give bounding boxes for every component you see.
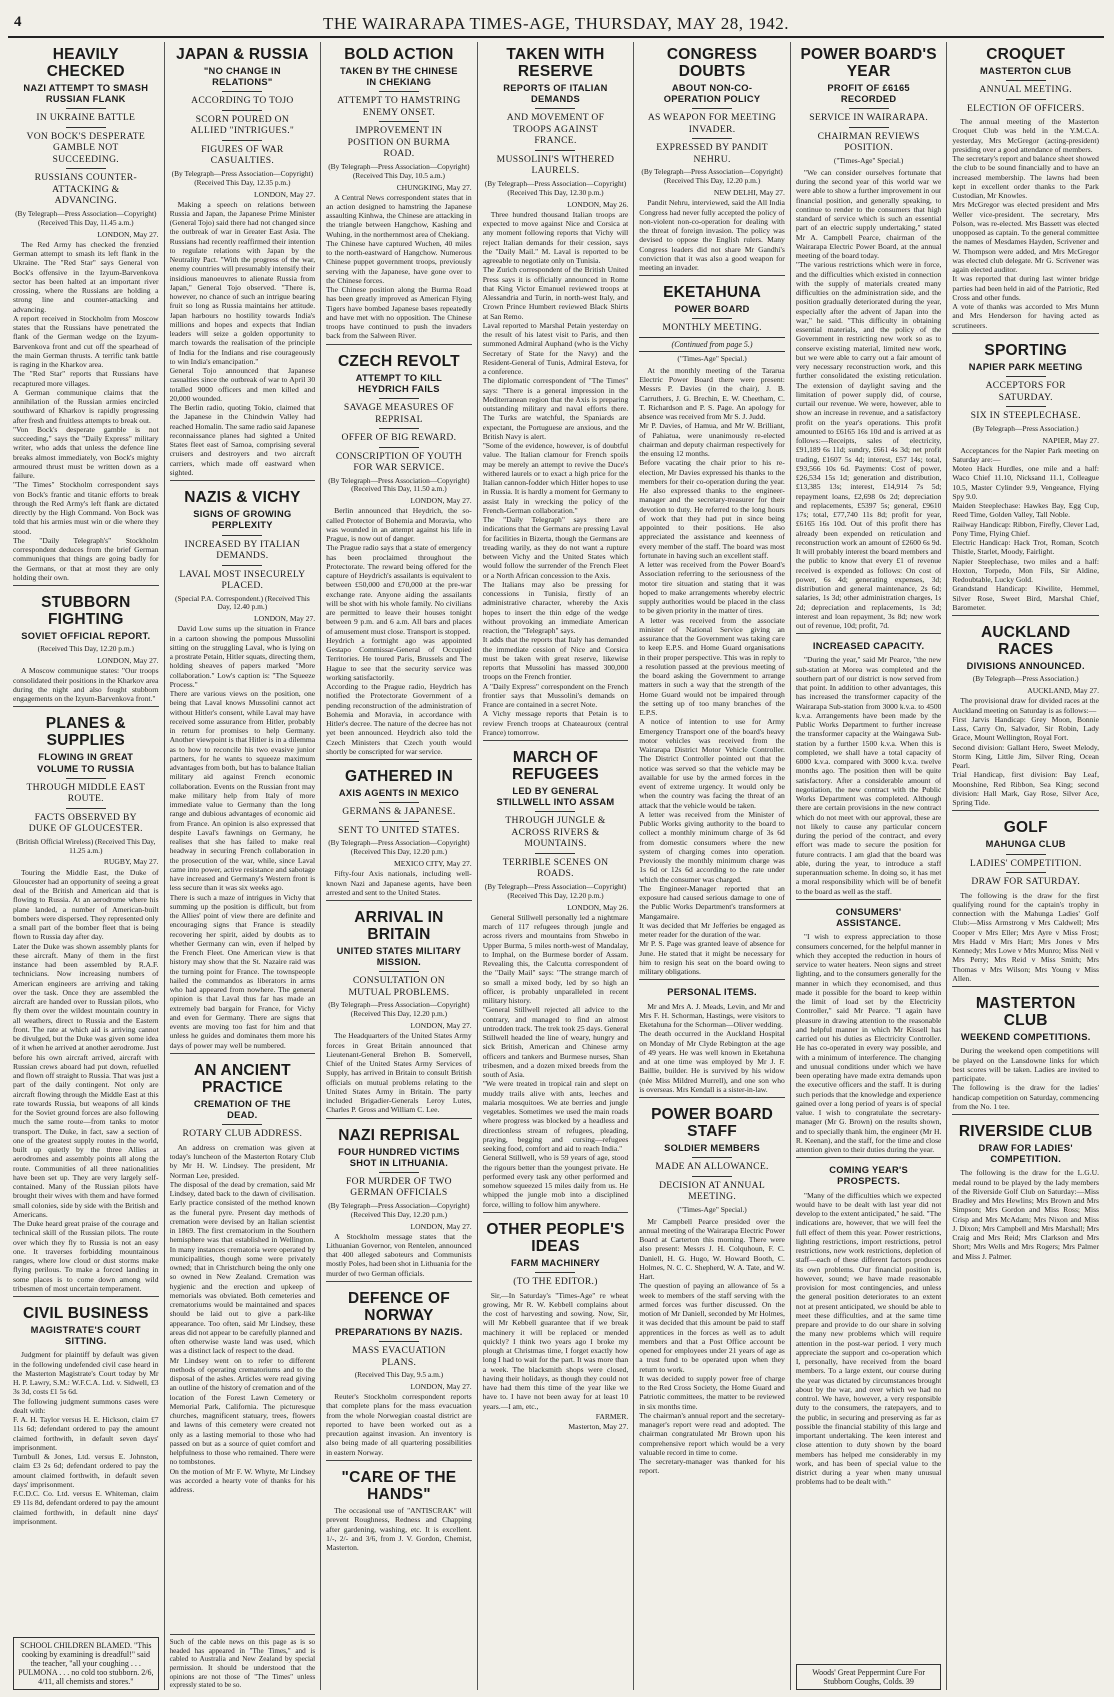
article-subheading: DECISION AT ANNUAL MEETING. xyxy=(659,1179,766,1203)
divider xyxy=(379,91,419,92)
article-subheading: SERVICE IN WAIRARAPA. xyxy=(809,112,929,124)
divider xyxy=(535,108,575,109)
article-subheading: CONSUMERS' ASSISTANCE. xyxy=(835,906,902,929)
article-headline: CZECH REVOLT xyxy=(338,352,460,370)
divider xyxy=(692,138,732,139)
article-body: Berlin announced that Heydrich, the so-called Protector of Bohemia and Moravia, who was wounded in an attempt against his life in Prague, is now out of danger. The Prague radio says that a state of emergency has been proclaimed throughout the Protectorate. The reward being offered for the capture of Heydrich's assailants is equivalent to between £50,000 and £70,000 at the pre-war exchange rate. Anyone aiding the assailants will be shot with his whole family. No civilians are permitted to leave their houses tonight between 9 p.m. and 6 a.m. All bars and places of amusement must close. Transport is stopped. Heydrich a fortnight ago was appointed Gestapo Commissar-General of Occupied Territories. He toured Paris, Brussels and The Hague to see that the security service was working satisfactorily. According to the Prague radio, Heydrich has notified the Protectorate Government of a pending reconstruction of the administration of Bohemia and Moravia, in accordance with Hitler's decree. The nature of the decree has not yet been announced. Heydrich also told the Czech Ministers that Czech youth would shortly be conscripted for war service. xyxy=(326,506,472,756)
divider xyxy=(692,1176,732,1177)
article-subheading: ACCORDING TO TOJO xyxy=(191,95,294,107)
article-subheading: GERMANS & JAPANESE. xyxy=(342,806,456,818)
dateline: AUCKLAND, May 27. xyxy=(1027,686,1099,696)
article-subheading: NAZI ATTEMPT TO SMASH RUSSIAN FLANK xyxy=(23,83,149,105)
article-subheading: IN UKRAINE BATTLE xyxy=(36,112,136,124)
press-credit: (By Telegraph—Press Association—Copyright) (Received This Day, 12.20 p.m.) xyxy=(328,838,470,857)
article-headline: AUCKLAND RACES xyxy=(980,624,1071,659)
divider xyxy=(66,168,106,169)
article-subheading: AXIS AGENTS IN MEXICO xyxy=(338,788,459,799)
article-headline: SPORTING xyxy=(984,341,1067,359)
article xyxy=(326,1460,472,1690)
article-body: Mr Campbell Pearce presided over the annual meeting of the Wairarapa Electric Power Board at Carterton this morning. There were also present: Messrs J. H. Colquhoun, F. C. Daniell, H. G. Hugo, W. Howard Booth, C. Holmes, N. C. C. Shepherd, W. A. Tate, and W. Hart. The question of paying an allowance of 5s a week to members of the staff serving with the armed forces was further discussed. On the motion of Mr Daniell, seconded by Mr Holmes, it was decided that this amount be paid to staff apprentices in the forces as well as to adult members and that a Post Office account be opened for employees under 21 years of age as a trust fund to be operated upon when they return to work. It was decided to supply power free of charge to the Red Cross Society, the Home Guard and Patriotic committees, the matter to be reviewed in six months time. The chairman's annual report and the secretary-manager's report were read and adopted. The chairman congratulated Mr Brown upon his comprehensive report which would be a very valuable record in time to come. The secretary-manager was thanked for his report. xyxy=(639,1216,785,1476)
article xyxy=(796,1157,942,1660)
article-subheading: NAPIER PARK MEETING xyxy=(968,362,1083,372)
article-headline: POWER BOARD'S YEAR xyxy=(800,46,937,81)
article-headline: JAPAN & RUSSIA xyxy=(176,46,309,63)
article-body: The occasional use of "ANTISCRAK" will prevent Roughness, Redness and Chapping after gardening, washing, etc. It is excellent. 1/-, 2/- and 3/6, from J. V. Gordon, Chemist, Masterton. xyxy=(326,1506,472,1553)
divider xyxy=(535,1272,575,1273)
article-subheading: ABOUT NON-CO-OPERATION POLICY xyxy=(663,83,761,105)
article xyxy=(639,275,785,976)
article-body: Mr and Mrs A. J. Meads, Levin, and Mr and Mrs F. H. Schorman, Hastings, were visitors to Eketahuna for the Schorman—Oliver wedding. The death occurred in the Auckland Hospital on Monday of Mr Clyde Rebington at the age of 49 years. He was well known in Eketahuna and at one time was employed by Mr J. F. Baillie, builder. He is survived by his widow (née Miss Mildred Murrell), and one son who is overseas. Mrs Kendall is a sister-in-law. xyxy=(639,1001,785,1094)
article-subheading: INCREASED CAPACITY. xyxy=(812,641,925,652)
press-credit: (By Telegraph—Press Association—Copyright) (Received This Day, 12.20 p.m.) xyxy=(484,881,627,900)
divider xyxy=(535,853,575,854)
article-subheading: MONTHLY MEETING. xyxy=(662,322,762,334)
divider xyxy=(379,971,419,972)
divider xyxy=(849,127,889,128)
article xyxy=(796,42,942,630)
article-headline: RIVERSIDE CLUB xyxy=(958,1123,1093,1141)
article-subheading: FACTS OBSERVED BY DUKE OF GLOUCESTER. xyxy=(28,811,143,835)
column-grid xyxy=(8,42,1104,1690)
article-body: At the monthly meeting of the Tararua Electric Power Board there were present: Messrs P. Davies (in the chair), J. B. Carruthers, J. G. Brechin, E. W. Cheetham, C. T. Richardson and P. S. Page. An apology for absence was received from Mr S. J. Judd. Mr P. Davies, of Hamua, and Mr W. Brilliant, of Pahiatua, were unanimously re-elected chairman and deputy chairman respectively for the ensuing 12 months. Before vacating the chair prior to his re-election, Mr Davies expressed his thanks to the members for their co-operation during the year. He also expressed thanks to the engineer-manager and the secretary-treasurer for their devotion to duty. He referred to the long hours of work that they had put in since being appointed to their positions. He also appreciated the assistance and keenness of every member of the staff. The board was most fortunate in having such an excellent staff. A letter was received from the Power Board's Association referring to the seriousness of the motor tire situation and stating that it was hoped to make arrangements whereby electric supply authorities would be placed in the class to be given priority in the matter of tires. A letter was received from the associate minister of National Service giving an assurance that the Government was taking care to keep E.P.S. and Home Guard organisations in their proper perspective. This was in reply to a resolution passed at the previous meeting of the board asking the Government to arrange matters in such a way that the strength of the Home Guard would not be impaired through the setting up of too many branches of the E.P.S. A notice of intention to use for Army Emergency Transport one of the board's heavy motor vehicles was received from the Wairarapa District Motor Vehicle Controller. The District Controller pointed out that the notice was served so that the vehicle may be available for use by the armed forces in the event of extreme urgency. It would only be when the country was facing the threat of an attack that the vehicle would be taken. A letter was received from the Minister of Public Works giving authority to the board to collect a monthly minimum charge of 3s 6d from domestic consumers where the new system of charging comes into operation. Previously the monthly minimum charge was 1s 6d or 12s 6d according to the rate under which the consumer was charged. The Engineer-Manager reported that an exposure had caused serious damage to one of the Public Works Department's transformers at Mangamaire. It was decided that Mr Jefferies be engaged as meter reader for the duration of the war. Mr P. S. Page was granted leave of absence for June. He stated that it might be necessary for him to resign his seat on the board owing to military obligations. xyxy=(639,365,785,977)
article-body: Pandit Nehru, interviewed, said the All India Congress had never fully accepted the policy of non-violent non-co-operation for dealing with the threat of foreign invasion. The policy was devised to oppose the English rulers. Many Congress leaders did not share Mr Gandhi's conviction that it was also a good weapon for meeting an invader. xyxy=(639,198,785,273)
article-subheading: MADE AN ALLOWANCE. xyxy=(655,1161,769,1173)
divider xyxy=(66,778,106,779)
press-credit: (Received This Day, 12.20 p.m.) xyxy=(37,644,134,654)
article-subheading: FOUR HUNDRED VICTIMS SHOT IN LITHUANIA. xyxy=(338,1146,460,1168)
article xyxy=(639,1097,785,1690)
divider xyxy=(66,127,106,128)
divider xyxy=(222,91,262,92)
divider xyxy=(222,565,262,566)
press-credit: (By Telegraph—Press Association—Copyright) (Received This Day, 12.20 p.m.) xyxy=(328,1200,470,1219)
dateline: NAPIER, May 27. xyxy=(1042,435,1099,445)
article-subheading: MASTERTON CLUB xyxy=(980,66,1072,77)
divider xyxy=(1006,80,1046,81)
article xyxy=(639,42,785,272)
article-subheading: IMPROVEMENT IN POSITION ON BURMA ROAD. xyxy=(347,125,451,160)
article xyxy=(952,42,1099,330)
article xyxy=(952,615,1099,807)
article xyxy=(326,900,472,1115)
press-credit: (By Telegraph—Press Association.) xyxy=(972,423,1079,433)
divider xyxy=(1006,872,1046,873)
article-subheading: "NO CHANGE IN RELATIONS" xyxy=(203,66,281,88)
article-headline: STUBBORN FIGHTING xyxy=(41,594,131,629)
article-subheading: CONSULTATION ON MUTUAL PROBLEMS. xyxy=(348,975,450,998)
article-headline: TAKEN WITH RESERVE xyxy=(506,46,605,81)
article xyxy=(483,42,629,737)
dateline: LONDON, May 27. xyxy=(97,229,159,239)
divider xyxy=(379,121,419,122)
article-body: "During the year," said Mr Pearce, "the new sub-station at Morea was completed and the southern part of our district is now served from that point. In addition to other advantages, this has increased the transformer capacity of the Wairarapa Sub-station from 3000 k.v.a. to 4500 k.v.a. Arrangements have been made by the Public Works Department to further increase the transformer capacity at the Waingawa Sub-station by a further 1500 k.v.a. When this is completed, we shall have a total capacity of 6000 k.v.a. compared with 3000 k.v.a. twelve months ago. The position then will be quite satisfactory. After a considerable amount of negotiation, the new contract with the Public Works Department was completed. Although there are certain provisions in the new contract which do not meet with our approval, these are not likely to cause any particular concern during the period of the contract, and every effort was made to secure the position for future contracts. I am glad that the board was able, during the year, to introduce a staff superannuation scheme. In doing so, it has met a moral responsibility which will be of benefit to the board as well as the staff. xyxy=(795,655,942,896)
dateline: LONDON, May 27. xyxy=(410,1021,472,1031)
article-subheading: UNITED STATES MILITARY MISSION. xyxy=(336,946,462,968)
article-body: Making a speech on relations between Russia and Japan, the Japanese Prime Minister (General Tojo) said there had not changed since the outbreak of war in Greater East Asia. The Russians had recently reaffirmed their intention to regulate relations with Japan by the Neutrality Pact. "With the progress of the war, enemy countries will presumably intensify their insidious manoeuvres to alienate Russia from Japan," General Tojo observed. "There is, however, no chance of such an intrigue bearing fruit so long as Russia maintains her attitude. Japan harbours no hostility towards India's millions and hopes and expects that Indian leaders will seize a golden opportunity to march towards the realisation of the principle of India for the Indians and rise courageously to win India's emancipation." General Tojo announced that Japanese casualties since the outbreak of war to April 30 totalled 9000 officers and men killed and 20,000 wounded. The Berlin radio, quoting Tokio, claimed that the Japanese in the Chindwin Valley had reached Homalin. The same radio said Japanese reconnaissance planes had sighted a United States fleet east of Samoa, comprising several cruisers and destroyers and two aircraft carriers, which made off eastward when sighted. xyxy=(169,199,316,477)
dateline: LONDON, May 27. xyxy=(253,189,316,199)
article-subheading: WEEKEND COMPETITIONS. xyxy=(960,1032,1091,1043)
article-subheading: ANNUAL MEETING. xyxy=(979,84,1072,96)
article xyxy=(170,480,316,1050)
article-subheading: SENT TO UNITED STATES. xyxy=(338,824,460,836)
article-subheading: SIGNS OF GROWING PERPLEXITY xyxy=(193,509,292,531)
article-body: Acceptances for the Napier Park meeting on Saturday are:— Moteo Hack Hurdles, one mile and a half: Waco Chief 11.10, Nicksand 11.1, Colleague 10.5, Master Cylinder 9.9, Vengeance, Flying Spy 9.0. Maiden Steeplechase: Hawkes Bay, Egg Cup, Reed Time, Golden Valley, Tall Noble. Railway Handicap: Ribbon, Firefly, Clever Lad, Pony Time, Flying Chief. Electric Handicap: Hack Trot, Roman, Scotch Thistle, Starlet, Moody, Fairlight. Napier Steeplechase, two miles and a half: Hoxton, Torpedo, Mon Fils, Sir Aldine, Redoubtable, Lucky Gold. Grandstand Handicap: Kiwilite, Hemmel, Silver Rose, Sweet Bird, Marshal Chief, Barometer. xyxy=(952,445,1099,612)
article-body: Sir,—In Saturday's "Times-Age" re wheat growing, Mr R. W. Kebbell complains about the cost of harvesting and sowing. Now, Sir, will Mr Kebbell guarantee that if we break machinery it will be replaced or mended quickly? I think two years ago I broke my plough at Christmas time, I forget exactly how long I had to wait for the part. It was more than a week. The blacksmith shops were closed, having their holidays, as though they could not have had them this time of the year like we have to. I have not been away for at least 10 years.—I am, etc., xyxy=(482,1290,629,1411)
article-subheading: DRAW FOR LADIES' COMPETITION. xyxy=(978,1143,1073,1165)
article xyxy=(796,633,942,896)
article-body: The following is the draw for the L.G.U. medal round to be played by the lady members of the Riverside Golf Club on Saturday:—Miss Bradley and Mrs Hewlins; Mrs Brown and Mrs Simpson; Mrs Gordon and Miss Ross; Miss Crisp and Mrs McAdam; Mrs Nixon and Miss J. Dixon; Mrs Campbell and Mrs Marshall; Mrs Craig and Mrs Reid; Mrs Clarkson and Mrs Short; Mrs Wells and Mrs Rogers; Mrs Palmer and Miss J. Palmer. xyxy=(952,1168,1099,1261)
article xyxy=(326,344,472,756)
article-body: A Stockholm message states that the Lithuanian Governor, von Rentelen, announced that 400 alleged saboteurs and Communists mostly Poles, had been shot in Lithuania for the murder of two German officials. xyxy=(326,1231,472,1278)
article xyxy=(326,759,472,897)
article-subheading: FLOWING IN GREAT VOLUME TO RUSSIA xyxy=(36,752,135,774)
divider xyxy=(66,808,106,809)
dateline: LONDON, May 27. xyxy=(97,656,159,666)
article xyxy=(483,740,629,1209)
column-2 xyxy=(165,42,322,1690)
article-subheading: TERRIBLE SCENES ON ROADS. xyxy=(502,856,609,880)
article-headline: NAZI REPRISAL xyxy=(338,1126,460,1144)
press-credit: (By Telegraph—Press Association—Copyright) (Received This Day, 12.20 p.m.) xyxy=(641,167,783,186)
dateline: LONDON, May 27. xyxy=(410,496,472,506)
article-subheading: ROTARY CLUB ADDRESS. xyxy=(182,1128,303,1140)
article-subheading: DIVISIONS ANNOUNCED. xyxy=(966,661,1085,672)
article-subheading: AS WEAPON FOR MEETING INVADER. xyxy=(647,112,777,135)
press-credit: (Received This Day, 9.5 a.m.) xyxy=(354,1370,444,1380)
article-subheading: MAGISTRATE'S COURT SITTING. xyxy=(30,1325,141,1347)
column-5 xyxy=(634,42,791,1690)
article-subheading: SIX IN STEEPLECHASE. xyxy=(970,410,1081,422)
article xyxy=(170,42,316,477)
article-subheading: FARM MACHINERY xyxy=(510,1257,601,1268)
article-subheading: THROUGH JUNGLE & ACROSS RIVERS & MOUNTAINS. xyxy=(505,815,606,850)
article-subheading: FIGURES OF WAR CASUALTIES. xyxy=(201,143,284,167)
dateline: LONDON, May 27. xyxy=(410,1382,472,1392)
article-subheading: CONSCRIPTION OF YOUTH FOR WAR SERVICE. xyxy=(335,450,463,474)
article-subheading: OFFER OF BIG REWARD. xyxy=(341,432,457,444)
article xyxy=(952,1114,1099,1690)
article-body: General Stillwell personally led a nightmare march of 117 refugees through jungle and across rivers and mountains from Shwebo in Upper Burma, 5 miles north-west of Mandalay, to Imphal, on the Burmese border of Assam. Revealing this, the Calcutta correspondent of the "Daily Mail" says: "The strange march of so small a mixed body, led by so high an officer, is probably unparalleled in recent military history. "General Stillwell rejected all advice to the contrary, and managed to find an almost untrodden track. The trek took 25 days. General Stillwell headed the line of weary, hungry and sick British, American and Chinese army officers and tankers and Burmese nurses, Shan tribesmen, and a dozen mixed breeds from the south of Asia. "We were treated in tropical rain and slept on muddy trails alive with ants, leeches and malaria mosquitoes. We ate berries and jungle vegetables. Sometimes we used the main roads where progress was blocked by a headless and directionless stream of refugees, pleading, praying, begging and cursing—refugees seeking food, comfort and aid to reach India." General Stillwell, who is 59 years of age, stood the rigours better than the youngest private. He performed every task any other performed and somehow squeezed 15 miles daily from us. He whipped the jungle mob into a disciplined force, willing to follow him anywhere. xyxy=(482,912,629,1209)
article-subheading: CREMATION OF THE DEAD. xyxy=(193,1099,291,1121)
article-body: Touring the Middle East, the Duke of Gloucester had an opportunity of seeing a great deal of the British and American aid that is flowing to Russia. At an aerodrome where his plane landed, a number of American-built bombers were dispersed. They represented only a small part of the bomber fleet that is being flown to Russia day after day. Later the Duke was shown assembly plants for these aircraft. Many of them in the first instance had been assembled by R.A.F. technicians. Now increasing numbers of American engineers are arriving and taking over the task. Once they are assembled the aircraft are handed over to Russian pilots, who fly them over the wildest mountain country in all weathers, direct to Russia and the Eastern front. The rate at which aid is arriving cannot be divulged, but the Duke was given some idea of it when he arrived at another aerodrome. Just before his own aircraft arrived, aircraft with Russian crews aboard had put down, refuelled and flown off straight to Russia. That was just a part of the daily contingent. Not only are aircraft flowing through the Middle East at this rate towards Russia, but weapons of all kinds for the Soviet ground forces are also following much the same route—from tanks to motor transport. The Duke, in fact, saw a section of one of the greatest supply routes in the world, built up quietly by the three Allies at aerodromes and assembly points all along the route. Communities of all three nationalities have been set up. They are very largely self-contained. Many of the Russian pilots have brought their wives with them and have formed small colonies, side by side with the British and Americans. The Duke heard great praise of the courage and technical skill of the Russian pilots. The route over which they fly to Russia is not an easy one. It traverses forbidding mountainous ranges, where low cloud or dust storms make flying perilous. To make a forced landing in some places is to come down among wild tribesmen of most uncertain temperament. xyxy=(13,867,159,1293)
article xyxy=(326,1281,472,1457)
dateline: LONDON, May 27. xyxy=(410,1221,472,1231)
article xyxy=(326,42,472,341)
article-subheading: SAVAGE MEASURES OF REPRISAL xyxy=(343,402,454,425)
article-subheading: SCORN POURED ON ALLIED "INTRIGUES." xyxy=(190,113,295,137)
divider xyxy=(1006,406,1046,407)
divider xyxy=(222,110,262,111)
advertisement: Woods' Great Peppermint Cure For Stubborn Coughs, Colds. 39 xyxy=(796,1664,942,1690)
article xyxy=(952,333,1099,612)
article-headline: BOLD ACTION xyxy=(344,46,454,63)
press-credit: ("Times-Age" Special.) xyxy=(677,353,747,363)
article-headline: NAZIS & VICHY xyxy=(184,489,301,507)
article-body: A Moscow communique states: "Our troops consolidated their positions in the Kharkov area during the night and also fought stubborn engagements on the Izyum-Barvenkova front." xyxy=(13,666,159,703)
divider xyxy=(692,108,732,109)
article-headline: GATHERED IN xyxy=(345,768,453,786)
article xyxy=(13,1296,159,1633)
article-headline: CROQUET xyxy=(986,46,1066,63)
article-headline: GOLF xyxy=(1003,819,1048,837)
article-subheading: MASS EVACUATION PLANS. xyxy=(352,1345,446,1368)
article-subheading: LAVAL MOST INSECURELY PLACED. xyxy=(179,568,306,592)
article-subheading: THROUGH MIDDLE EAST ROUTE. xyxy=(26,781,146,805)
divider xyxy=(1006,376,1046,377)
article-subheading: ACCEPTORS FOR SATURDAY. xyxy=(985,380,1066,403)
article-subheading: PREPARATIONS BY NAZIS. xyxy=(335,1327,463,1338)
press-credit: (Special P.A. Correspondent.) (Received This Day, 12.40 p.m.) xyxy=(174,593,310,612)
divider xyxy=(535,811,575,812)
article-subheading: MUSSOLINI'S WITHERED LAURELS. xyxy=(496,153,615,177)
press-credit: (By Telegraph—Press Association—Copyright) (Received This Day, 12.30 p.m.) xyxy=(484,178,627,197)
divider xyxy=(1006,99,1046,100)
divider xyxy=(379,821,419,822)
dateline: LONDON, May 27. xyxy=(253,614,316,624)
dateline: RUGBY, May 27. xyxy=(103,857,159,867)
article-body: An address on cremation was given at today's luncheon of the Masterton Rotary Club by Mr H. W. Lindsey. The president, Mr Norman Lee, presided. The disposal of the dead by cremation, said Mr Lindsey, dated back to the dawn of civilisation. Early practice consisted of the method known as the funeral pyre. Present day methods of cremation were devised by an Italian scientist in 1869. The first crematorium in the Southern hemisphere was that established in Wellington. In many instances crematoria were operated by municipalities, though some were privately owned; that in Christchurch being the only one so owned in New Zealand. Cremation was hygienic and the erection and upkeep of memorials was obviated. Both cemeteries and crematoriums would be maintained and spaces should be laid out to give a park-like appearance. Too often, said Mr Lindsey, these areas did not appear to be carefully planned and often otherwise waste land was used, which was a distinct lack of respect to the dead. Mr Lindsey went on to refer to different methods of operating crematoriums and to the disposal of the ashes. Articles were read giving an outline of the history of cremation and of the location of the Forest Lawn Cemetery or Memorial Park, California. The picturesque churches, magnificent statuary, trees, flowers and lawns of this cemetery were created not only as a lasting memorial to those who had passed on but as a source of quiet comfort and helpfulness to those who remained. There were no tombstones. On the motion of Mr F. W. Whyte, Mr Lindsey was accorded a hearty vote of thanks for his address. xyxy=(169,1142,316,1495)
article-headline: DEFENCE OF NORWAY xyxy=(347,1289,450,1325)
article-body: The Headquarters of the United States Army forces in Great Britain announced that Lieutenant-General Brehon B. Somervell, Chief of the United States Army Services of Supply, has arrived in Britain to consult British officials on mutual problems relating to the United States Army in Britain. The party included Brigadier-Generals Leroy Lutes, Charles P. Gross and William C. Lee. xyxy=(326,1031,472,1115)
article-subheading: REPORTS OF ITALIAN DEMANDS xyxy=(503,83,608,105)
divider xyxy=(379,1341,419,1342)
masthead xyxy=(8,8,1104,38)
article-body: The Red Army has checked the frenzied German attempt to smash its left flank in the Ukraine. The "Red Star" says General von Bock's offensive in the Izyum-Barvenkova sector has been halted at an important river crossing, where the Russians are holding a strong line and counter-attacking and advancing. A report received in Stockholm from Moscow states that the Russians have penetrated the flank of the German wedge on the Izyum-Barvenkova front and cut off the spearhead of the main German thrusts. A terrific tank battle is raging in the Kharkov area. The "Red Star" reports that Russians have recaptured more villages. A German communique claims that the annihilation of the Russian armies encircled southward of Kharkov is rapidly progressing after fresh and fruitless attempts to break out. "Von Bock's desperate gamble is not succeeding," says the "Daily Express" military writer, who adds that unless the defence line breaks almost immediately, von Bock's mighty armoured thrust must be written down as a failure. "The Times" Stockholm correspondent says von Bock's frantic and titanic efforts to break through the Red Army's left flank are dictated directly by the High Command. Von Bock was told that his armies must win or die where they stood. The "Daily Telegraph's" Stockholm correspondent deduces from the brief German communiques that things are going badly for the Germans, or that at most they are only holding their own. xyxy=(13,239,159,582)
article-subheading: LADIES' COMPETITION. xyxy=(969,857,1082,869)
column-6 xyxy=(791,42,948,1690)
article-body: "We can consider ourselves fortunate that during the second year of this world war we were able to show a further improvement in our financial position, and generally speaking, to continue to render to the consumers that high standard of service which is such an essential part of an electric supply undertaking," stated Mr A. Campbell Pearce, chairman of the Wairarapa Electric Power Board, at the annual meeting of the board today. "The various restrictions which were in force, and the difficulties which existed in connection with the supply of materials created many difficulties on the administration side, and the position gradually deteriorated during the year, especially after the advent of Japan into the war," he said. "This difficulty in obtaining essential materials, and the policy of the Government in restricting new work so as to conserve existing material, limited new work, but we were able to carry out a fair amount of very necessary reconstruction work, and this further consolidated the existing reticulation. The extension of daylight saving and the limitation of power supply did, of course, curtail our revenue. We were, however, able to show an increase in revenue, and a satisfactory profit on the year's operations. This profit amounted to £6165 16s 10d and is arrived at as follows:—Receipts, sales of electricity, £91,189 6s 11d; sundry, £661 4s 3d; net profit trading, £1607 5s 4d; interest, £57 14s; total, £93,566 10s 6d. Payments: Cost of power, £26,534 15s 1d; generation and distribution, £13,385 13s; interest, £14,914 7s 5d; repayment loans, £2,698 0s 2d; depreciation and replacements, £5397 5s; general, £9610 17s; total, £77,740 11s 8d; profit for year, £6165 16s 10d. Out of this profit there has already been expended on reticulation and reconstruction work an amount of £2600 6s 9d. It will probably interest the board members and the public to know that every £1 of revenue received is expended as follows: On cost of power, 6s 4d; generating expenses, 3d; distribution and general maintenance, 2s 6d; salaries, 1s 3d; other administration charges, 1s 2d; depreciation and replacements, 1s 3d; interest and loan repayment, 3s 8d; new work out of revenue, 10d; profit, 7d. xyxy=(795,167,942,631)
article-body: During the weekend open competitions will be played on the Lansdowne links for which best scores will be taken. Ladies are invited to participate. The following is the draw for the ladies' handicap competition on Saturday, commencing from the No. 1 tee. xyxy=(952,1046,1099,1111)
press-credit: (By Telegraph—Press Association—Copyright) (Received This Day, 12.35 p.m.) xyxy=(171,168,314,187)
divider xyxy=(379,1172,419,1173)
press-credit: ("Times-Age" Special.) xyxy=(833,155,904,165)
article-subheading: MAHUNGA CLUB xyxy=(985,839,1066,850)
article-headline: HEAVILY CHECKED xyxy=(46,46,125,81)
continued-note: (Continued from page 5.) xyxy=(639,337,785,352)
article-headline: CONGRESS DOUBTS xyxy=(666,46,758,81)
article-headline: MARCH OF REFUGEES xyxy=(512,749,599,784)
article-body: The following is the draw for the first qualifying round for the captain's trophy in connection with the Mahunga Ladies' Golf Club:—Miss Armstrong v Mrs Caldwell; Mrs Cooper v Mrs Eller; Mrs Ayre v Miss Frost; Mrs Hadd v Mrs Hart; Mrs Jones v Mrs Kennedy; Mrs Lowe v Mrs Munro; Miss Neil v Mrs Perry; Mrs Reid v Miss Smith; Mrs Thomas v Mrs Wilson; Mrs Young v Miss Allen. xyxy=(952,890,1099,983)
article-body: David Low sums up the situation in France in a cartoon showing the pompous Mussolini sitting on the struggling Laval, who is lying on a prostrate Petain, Hitler squats, directing them, holding sheaves of papers marked "More collaboration." Low's caption is: "The Squeeze Process." There are various views on the position, one being that Laval knows Mussolini cannot act without Hitler's consent, while Laval may have received some assurance from Hitler, probably in return for promises to help Germany. Another viewpoint is that Hitler is in a dilemma as to how to reconcile his two evasive junior partners, for he wants to squeeze maximum advantages from both, but has to balance Italian military aid against French economic collaboration. Events on the Russian front may make military help from Italy of more immediate value to Germany than the long range and dubious advantages of economic aid from France. An opinion is also expressed that despite Laval's fawnings on Germany, he realises that she has failed to make real headway in securing French collaboration in the prosecution of the war, while, since Laval came into power, active resistance and sabotage have increased and Germany's Western front is less secure than it was six weeks ago. There is such a maze of intrigues in Vichy that summing up the position is difficult, but from the Allies' point of view there are definite and encouraging signs that France is steadily recovering her spirit, aided by doubts as to whether Germany can win, even if helped by the French Fleet. One American view is that history may show that the St. Nazaire raid was the turning point for France. The townspeople hailed the commandos as liberators in arms who had appeared from nowhere. The general opinion is that Laval thus far has made an extremely bad bargain for France, for Vichy and even for Germany. There are signs that events are moving too fast for him and that unless he guides and dominates them more his days of power may well be numbered. xyxy=(169,624,316,1050)
article xyxy=(952,810,1099,983)
article-subheading: VON BOCK'S DESPERATE GAMBLE NOT SUCCEEDING. xyxy=(26,130,146,165)
article-subheading: DRAW FOR SATURDAY. xyxy=(971,876,1081,888)
article-headline: CIVIL BUSINESS xyxy=(22,1305,149,1323)
press-credit: (By Telegraph—Press Association.) xyxy=(972,674,1079,684)
article-subheading: EXPRESSED BY PANDIT NEHRU. xyxy=(656,142,768,165)
article-headline: EKETAHUNA xyxy=(663,284,762,302)
article-body: Reuter's Stockholm correspondent reports that complete plans for the mass evacuation from the whole Norwegian coastal district are reported to have been worked out as a precaution against invasion. An inventory is also being made of all quartering possibilities in eastern Norway. xyxy=(326,1392,472,1457)
article-subheading: INCREASED BY ITALIAN DEMANDS. xyxy=(184,538,301,562)
column-1 xyxy=(8,42,165,1690)
letter-place: Masterton, May 27. xyxy=(568,1421,629,1431)
divider xyxy=(849,108,889,109)
article-subheading: SOLDIER MEMBERS xyxy=(664,1143,761,1154)
column-4 xyxy=(478,42,635,1690)
divider xyxy=(379,802,419,803)
divider xyxy=(692,1157,732,1158)
article-subheading: SOVIET OFFICIAL REPORT. xyxy=(21,631,151,642)
article-subheading: ATTEMPT TO KILL HEYDRICH FAILS xyxy=(355,372,443,394)
divider xyxy=(535,150,575,151)
article-subheading: TAKEN BY THE CHINESE IN CHEKIANG xyxy=(340,66,458,88)
article xyxy=(170,1053,316,1630)
article xyxy=(796,899,942,1154)
article-body: "Many of the difficulties which we expected would have to be dealt with last year did not develop to the extent anticipated," he said. "The indications are, however, that we will feel the full effect of them this year. Power restrictions, lighting restrictions, import restrictions, petrol restrictions, new work restrictions, depletion of staff—each of these different factors produces its own problems. Our financial position is, however, sound; we have made reasonable provision for most contingencies, and unless the general position deteriorates to an extent not at present anticipated, we should be able to meet these difficulties, and at the same time prepare and provide to do our share in solving the many new problems which will require attention in the post-war period. I very much appreciate the support and co-operation which I, personally, have received from the board members. To a large extent, our course during the year was dictated by circumstances brought about by the war, and over which we had no control. We have, however, a very responsible duty to the consumers, the ratepayers, and to the public, in securing and preserving as far as possible the financial stability of this large and important undertaking. The keen interest and close attention to duty shown by the board members has helped me considerably in my work, and has been of special value to the district during a year when many unusual problems had to be dealt with." xyxy=(795,1190,942,1487)
article-headline: "CARE OF THE HANDS" xyxy=(341,1468,457,1504)
divider xyxy=(379,398,419,399)
footer-note: Such of the cable news on this page as is so headed has appeared in "The Times," and is cabled to Australia and New Zealand by special permission. It should be understood that the opinions are not those of "The Times" unless expressly stated to be so. xyxy=(170,1634,316,1690)
letter-signature: FARMER. xyxy=(595,1411,629,1421)
divider xyxy=(222,1124,262,1125)
article-headline: ARRIVAL IN BRITAIN xyxy=(354,909,444,944)
dateline: LONDON, May 26. xyxy=(567,199,629,209)
dateline: CHUNGKING, May 27. xyxy=(396,182,472,192)
article xyxy=(483,1212,629,1690)
article xyxy=(13,585,159,703)
divider xyxy=(692,318,732,319)
article-subheading: RUSSIANS COUNTER-ATTACKING & ADVANCING. xyxy=(34,172,137,207)
divider xyxy=(222,140,262,141)
press-credit: (By Telegraph—Press Association—Copyright) (Received This Day, 11.45 a.m.) xyxy=(15,208,157,227)
article-body: Fifty-four Axis nationals, including well-known Nazi and Japanese agents, have been arrested and sent to the United States. xyxy=(326,869,472,897)
press-credit: (British Official Wireless) (Received This Day, 11.25 a.m.) xyxy=(16,836,156,855)
article-subheading: AND MOVEMENT OF TROOPS AGAINST FRANCE. xyxy=(506,112,605,147)
press-credit: ("Times-Age" Special.) xyxy=(677,1204,747,1214)
advertisement: SCHOOL CHILDREN BLAMED. "This cooking by examining is dreadful!" said the teacher, "all your coughing . . . PULMONA . . . no cold too stubborn. 2/6, 4/11, all chemists and stores." xyxy=(13,1637,159,1690)
page-number: 4 xyxy=(14,14,22,30)
article xyxy=(13,42,159,582)
article-headline: POWER BOARD STAFF xyxy=(651,1106,774,1141)
dateline: NEW DELHI, May 27. xyxy=(713,188,785,198)
article-subheading: LED BY GENERAL STILLWELL INTO ASSAM xyxy=(496,786,615,808)
press-credit: (By Telegraph—Press Association—Copyright) (Received This Day, 12.20 p.m.) xyxy=(328,1000,470,1019)
column-7 xyxy=(947,42,1104,1690)
article-subheading: COMING YEAR'S PROSPECTS. xyxy=(829,1165,909,1187)
article-headline: AN ANCIENT PRACTICE xyxy=(193,1061,291,1096)
article-body: Judgment for plaintiff by default was given in the following undefended civil case heard in the Masterton Magistrate's Court today by Mr H. P. Lawry, S.M.: W.F.C.A. Ltd. v. Sidwell, £3 3s 3d, costs £1 5s 6d. The following judgment summons cases were dealt with: F. A. H. Taylor versus H. E. Hickson, claim £7 11s 6d; defendant ordered to pay the amount claimed forthwith, in default seven days' imprisonment. Turnbull & Jones, Ltd. versus E. Johnston, claim £3 2s 6d; defendant ordered to pay the amount claimed forthwith, in default seven days' imprisonment. F.C.D.C. Co. Ltd. versus E. Whiteman, claim £9 11s 8d, defendant ordered to pay the amount claimed forthwith, in default nine days' imprisonment. xyxy=(13,1350,159,1526)
press-credit: (By Telegraph—Press Association—Copyright) (Received This Day, 11.50 a.m.) xyxy=(328,475,470,494)
article-subheading: CHAIRMAN REVIEWS POSITION. xyxy=(817,130,920,154)
article-subheading: POWER BOARD xyxy=(674,304,750,315)
article-headline: PLANES & SUPPLIES xyxy=(45,715,126,750)
article xyxy=(13,706,159,1293)
page-title: THE WAIRARAPA TIMES-AGE, THURSDAY, MAY 28, 1942. xyxy=(322,14,790,33)
divider xyxy=(379,447,419,448)
article xyxy=(952,986,1099,1111)
column-3 xyxy=(321,42,478,1690)
article-subheading: PERSONAL ITEMS. xyxy=(667,987,757,998)
article xyxy=(639,979,785,1094)
divider xyxy=(66,108,106,109)
press-credit: (By Telegraph—Press Association—Copyright) (Received This Day, 10.5 a.m.) xyxy=(328,161,470,180)
article-headline: OTHER PEOPLE'S IDEAS xyxy=(486,1220,625,1255)
divider xyxy=(379,428,419,429)
article-body: Three hundred thousand Italian troops are expected to move against Nice and Corsica at any moment following reports that Vichy will reject Italian demands for their cession, says the "Daily Mail." M. Laval is reported to be agreeable to negotiate only on Tunisia. The Zurich correspondent of the British United Press says it is officially announced in Rome that King Victor Emanuel reviewed troops at Alessandria and Turin, in north-west Italy, and Crown Prince Humbert reviewed Black Shirts at San Remo. Laval reported to Marshal Petain yesterday on the result of his latest visit to Paris, and then summoned Admiral Auphand (who is the Vichy Secretary of State for the Navy) and the Resident-General of Tunis, Admiral Esteva, for a conference. The diplomatic correspondent of "The Times" says: "There is a general impression in the Mediterranean region that the Axis is preparing outstanding military and naval efforts there. The Turks are watchful, the Spaniards are expectant, the Portuguese are anxious, and the British Navy is alert. "Some of the evidence, however, is of doubtful value. The Italian clamour for French spoils may be merely an attempt to revive the Duce's withered laurels or to exact a high price for the Italian cannon-fodder which Hitler hopes to use in Russia. It is hardly a moment for Germany to assist Italy in wrecking the policy of the French-German collaboration." The "Daily Telegraph" says there are indications that the Germans are pressing Laval for facilities in Bizerta, though the Germans are treading warily, as they do not want a rupture between Vichy and the United States which would follow the surrender of the French Fleet or a North African concession to the Axis. The Italians may also be pressing for concessions in Tunisia, firstly of an administrative character, whereby the Axis hopes to insert the thin edge of the wedge without provoking an immediate American reaction, the "Telegraph" says. It adds that the reports that Italy has demanded the immediate cession of Nice and Corsica must be taken with great reserve, likewise reports that Mussolini has massed 300,000 troops on the French frontier. A "Daily Express" correspondent on the French frontier says that Mussolini's demands on France are contained in a secret Note. A Vichy message reports that Petain is to review French troops at Chateauroux (central France) tomorrow. xyxy=(482,209,629,737)
dateline: LONDON, May 26. xyxy=(567,902,629,912)
article-subheading: PROFIT OF £6165 RECORDED xyxy=(827,83,910,105)
article-subheading: (TO THE EDITOR.) xyxy=(513,1276,598,1288)
dateline: MEXICO CITY, May 27. xyxy=(394,859,472,869)
article-body: The provisional draw for divided races at the Auckland meeting on Saturday is as follows:— First Jarvis Handicap: Grey Moon, Bonnie Lass, Carry On, Salvador, Sir Robin, Lady Grace, Mount Wellington, Royal Fort. Second division: Gallant Hero, Sweet Melody, Storm King, Little Jim, Silver Ring, Ocean Pearl. Trial Handicap, first division: Bay Leaf, Moonshine, Red Ribbon, Sea King; second division: Hall Mark, Gay Rose, Silver Ace, Spring Tide. xyxy=(952,696,1099,808)
article-body: "I wish to express appreciation to those consumers concerned, for the helpful manner in which they accepted the reduction in hours of service to water heaters. Neon signs and street lighting, and to the consumers generally for the manner in which they economised, and thus made it possible for the board to keep within the limit of load set by the Electricity Controller," said Mr Pearce. "I again have pleasure in drawing attention to the reasonable and helpful manner in which Mr Kissell has carried out his duties as Electricity Controller. He has co-operated in every way possible, and with a minimum of interference. The changing and unusual conditions under which we have been operating have made extra demands upon the executive officers and the staff. It is during such periods that the knowledge and experience gained over a long period of years is of special value. I wish to congratulate the secretary-manager (Mr G. Brown) on the results shown, and to specially thank him, the engineer (Mr H. R. Keenan), and the staff, for the time and close attention given to their duties during the year. xyxy=(795,932,942,1154)
divider xyxy=(222,535,262,536)
article xyxy=(326,1118,472,1278)
article-body: The annual meeting of the Masterton Croquet Club was held in the Y.M.C.A. yesterday, Mrs McGregor (acting-president) presiding over a good attendance of members. The secretary's report and balance sheet showed the club to be sound financially and to have an increased membership. The lawns had been kept in excellent order thanks to the Park Custodian, Mr Knowles. Mrs McGregor was elected president and Mrs Weller vice-president. The secretary, Mrs Polson, was re-elected. Mrs Bassett was elected unopposed as captain. To the general committee the names of Mesdames Hayden, Scrivener and W. Thompson were added, and Mrs McGregor was elected club delegate. Mr G. Scrivener was again elected auditor. It was reported that during last winter bridge parties had been held in aid of the Patriotic, Red Cross and other funds. A vote of thanks was accorded to Mrs Munn and Mrs Henderson for having acted as scrutineers. xyxy=(952,117,1099,330)
article-headline: MASTERTON CLUB xyxy=(975,995,1076,1030)
article-subheading: ELECTION OF OFFICERS. xyxy=(966,102,1085,114)
article-body: A Central News correspondent states that in an action designed to hamstring the Japanese assaulting Kinhwa, the Chinese are attacking in the triangle between Hangchow, Kashing and Wuhing, in the northernmost area of Chekiang. The Chinese have captured Wuchen, 40 miles to the north-eastward of Hangchow. Numerous Chinese puppet government troops, previously serving with the Japanese, have gone over to the Chinese forces. The Chinese position along the Burma Road has been greatly improved as American Flying Tigers have bombed Japanese bases repeatedly and have met with no opposition. The Chinese troops have continued to push the invaders back from the Salween River. xyxy=(326,192,472,341)
article-subheading: ATTEMPT TO HAMSTRING ENEMY ONSET. xyxy=(337,95,461,118)
divider xyxy=(1006,854,1046,855)
article-subheading: FOR MURDER OF TWO GERMAN OFFICIALS xyxy=(345,1175,452,1199)
